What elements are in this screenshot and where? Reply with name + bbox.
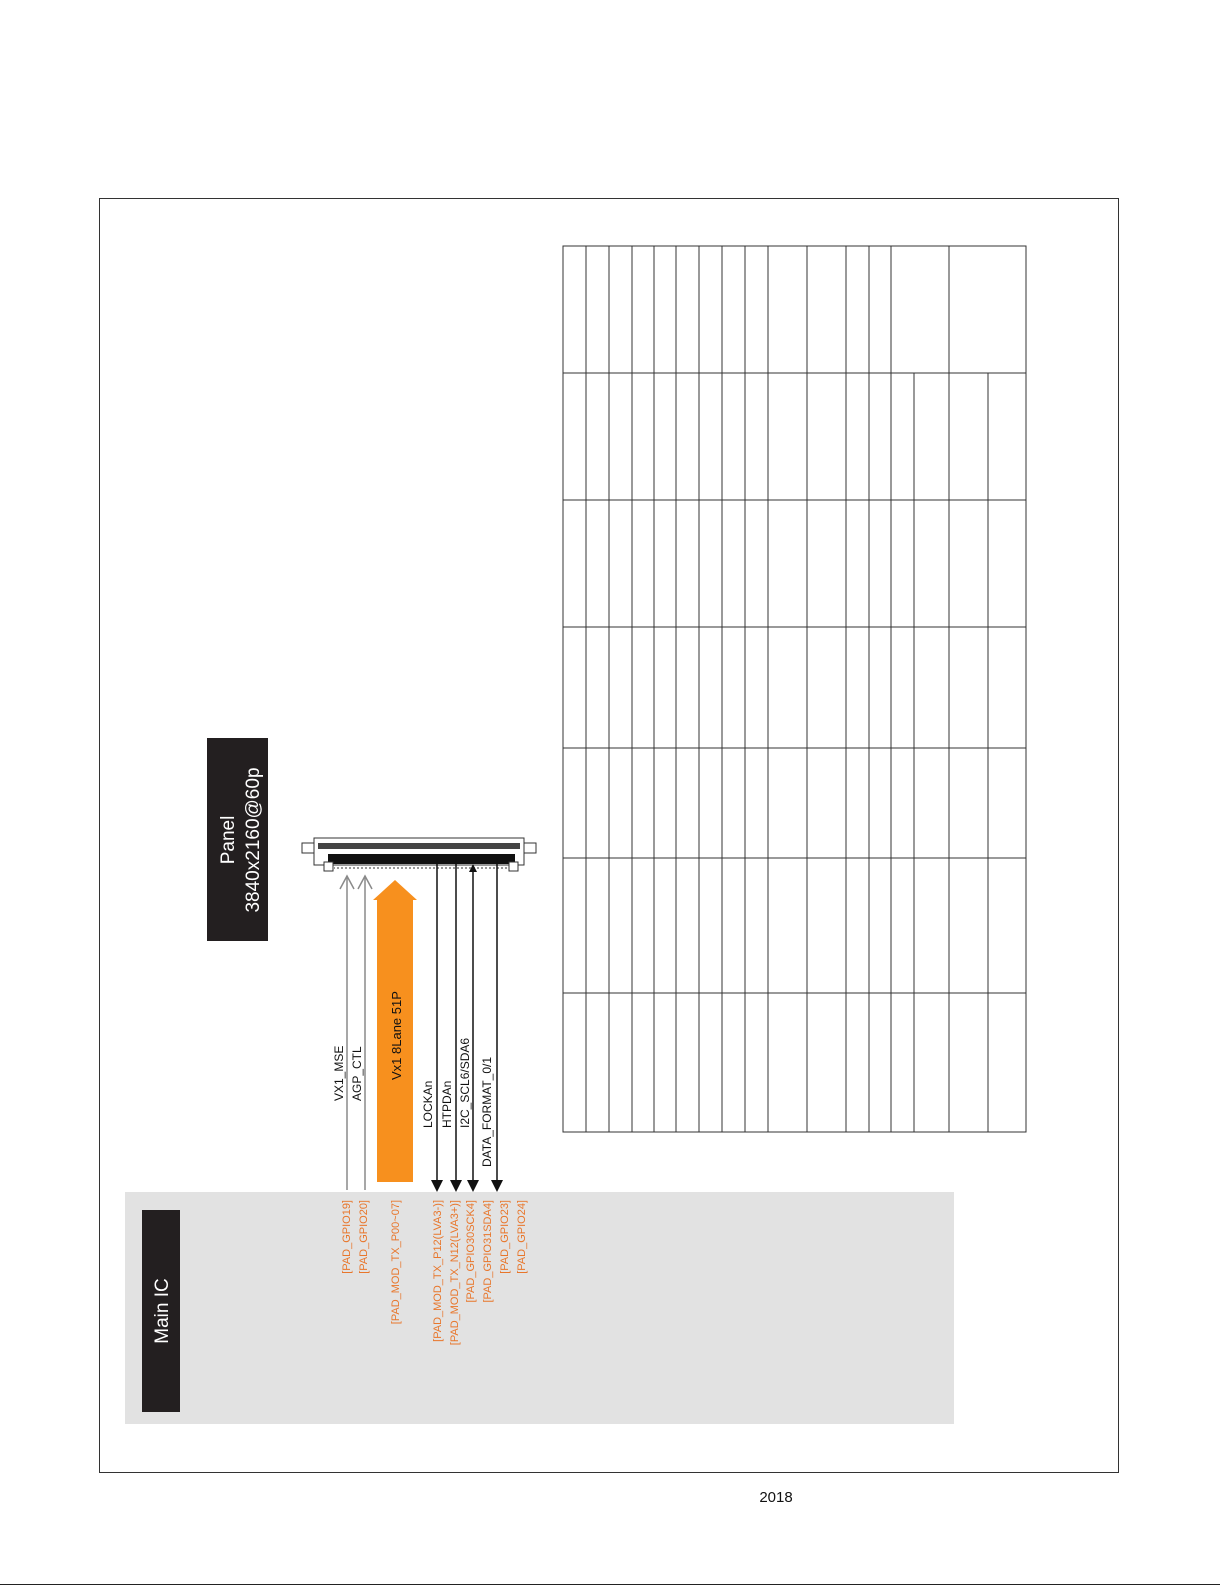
main-ic-area: [125, 1192, 954, 1424]
pin-gpio20: [PAD_GPIO20]: [358, 1200, 370, 1274]
i2c-line: [467, 864, 479, 1192]
lockan-line: [431, 858, 443, 1192]
i2c-label: I2C_SCL6/SDA6: [458, 1037, 472, 1128]
pin-gpio23: [PAD_GPIO23]: [499, 1200, 511, 1274]
pin-mod-tx: [PAD_MOD_TX_P00~07]: [390, 1200, 402, 1325]
panel-connector: [302, 838, 536, 871]
panel-label: Panel: [218, 815, 239, 865]
vx1-mse-line: [340, 876, 354, 1190]
pin-gpio30: [PAD_GPIO30SCK4]: [465, 1200, 477, 1303]
panel-resolution: 3840x2160@60p: [243, 767, 264, 913]
vx1-bus-label: Vx1 8Lane 51P: [389, 991, 404, 1080]
agp-ctl-line: [358, 876, 372, 1190]
htpdan-label: HTPDAn: [440, 1080, 454, 1128]
pin-table: [563, 246, 1026, 1132]
pin-gpio31: [PAD_GPIO31SDA4]: [482, 1200, 494, 1303]
pin-lva3-minus: [PAD_MOD_TX_P12(LVA3-)]: [432, 1200, 444, 1342]
main-ic-label: Main IC: [152, 1278, 173, 1344]
pin-gpio19: [PAD_GPIO19]: [341, 1200, 353, 1274]
pin-gpio24: [PAD_GPIO24]: [516, 1200, 528, 1274]
htpdan-line: [450, 858, 462, 1192]
pin-lva3-plus: [PAD_MOD_TX_N12(LVA3+)]: [449, 1200, 461, 1346]
data-format-label: DATA_FORMAT_0/1: [480, 1056, 494, 1167]
agp-ctl-label: AGP_CTL: [350, 1046, 364, 1101]
vx1-mse-label: VX1_MSE: [332, 1045, 346, 1101]
panel-box: [207, 738, 268, 941]
vx1-bus-arrow: [373, 880, 417, 1182]
page-year: 2018: [759, 1489, 793, 1506]
lockan-label: LOCKAn: [421, 1080, 435, 1128]
main-ic-box: [142, 1210, 180, 1412]
footer-rule: [0, 1584, 1220, 1585]
